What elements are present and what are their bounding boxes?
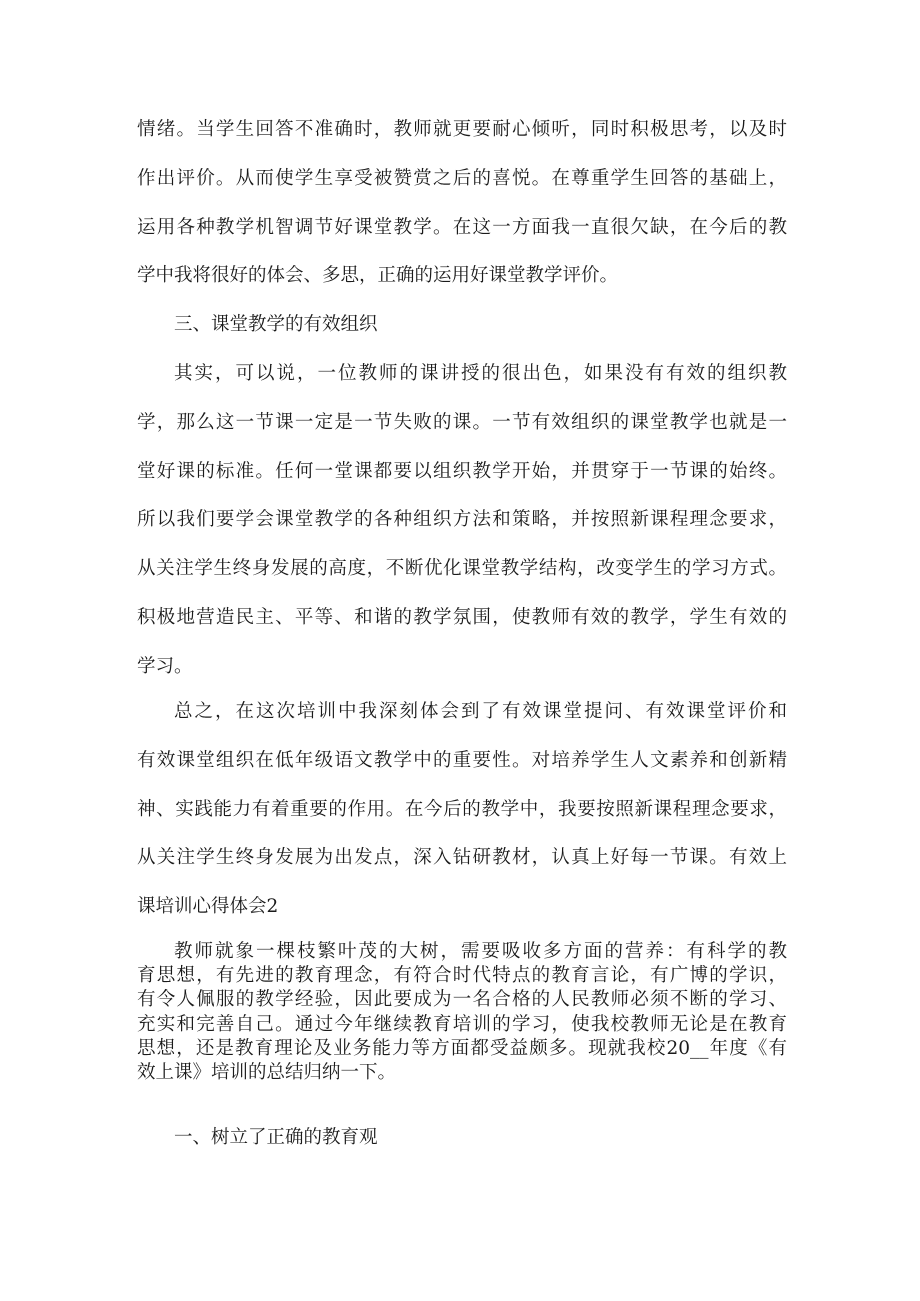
paragraph-summary	[137, 700, 787, 944]
text-line: 积极地营造民主、平等、和谐的教学氛围，使教师有效的教学，学生有效的	[137, 606, 787, 628]
paragraph-organization	[137, 362, 787, 704]
text-line: 从关注学生终身发展为出发点，深入钻研教材，认真上好每一节课。有效上	[137, 847, 787, 869]
text-line: 从关注学生终身发展的高度，不断优化课堂教学结构，改变学生的学习方式。	[137, 558, 787, 580]
text-line: 作出评价。从而使学生享受被赞赏之后的喜悦。在尊重学生回答的基础上，	[137, 167, 787, 189]
text-line: 运用各种教学机智调节好课堂教学。在这一方面我一直很欠缺，在今后的教	[137, 216, 787, 238]
text-line: 学中我将很好的体会、多思，正确的运用好课堂教学评价。	[137, 265, 619, 287]
text-line: 总之，在这次培训中我深刻体会到了有效课堂提问、有效课堂评价和	[174, 701, 787, 722]
text-line: 所以我们要学会课堂教学的各种组织方法和策略，并按照新课程理念要求，	[137, 509, 787, 531]
text-line: 学，那么这一节课一定是一节失败的课。一节有效组织的课堂教学也就是一	[137, 411, 787, 433]
text-line: 充实和完善自己。通过今年继续教育培训的学习，使我校教师无论是在教育	[137, 1013, 787, 1035]
text-line: 学习。	[137, 655, 193, 677]
text-line: 神、实践能力有着重要的作用。在今后的教学中，我要按照新课程理念要求，	[137, 798, 787, 820]
text-line: 其实，可以说，一位教师的课讲授的很出色，如果没有有效的组织教	[174, 363, 787, 384]
text-line: 教师就象一棵枝繁叶茂的大树，需要吸收多方面的营养：有科学的教	[174, 941, 787, 962]
text-line: 思想，还是教育理论及业务能力等方面都受益颇多。现就我校20__年度《有	[137, 1037, 787, 1059]
text-line: 有令人佩服的教学经验，因此要成为一名合格的人民教师必须不断的学习、	[137, 989, 787, 1011]
section-heading-1: 一、树立了正确的教育观	[174, 1127, 378, 1148]
section-heading-3: 三、课堂教学的有效组织	[174, 314, 378, 335]
text-line: 课培训心得体会2	[137, 896, 279, 918]
text-line: 育思想，有先进的教育理念，有符合时代特点的教育言论，有广博的学识，	[137, 965, 787, 987]
paragraph-teacher-growth	[137, 940, 787, 1085]
text-line: 情绪。当学生回答不准确时，教师就更要耐心倾听，同时积极思考，以及时	[137, 119, 787, 140]
text-line: 有效课堂组织在低年级语文教学中的重要性。对培养学生人文素养和创新精	[137, 749, 787, 771]
paragraph-evaluation	[137, 118, 787, 313]
text-line: 效上课》培训的总结归纳一下。	[137, 1061, 397, 1083]
text-line: 堂好课的标准。任何一堂课都要以组织教学开始，并贯穿于一节课的始终。	[137, 460, 787, 482]
